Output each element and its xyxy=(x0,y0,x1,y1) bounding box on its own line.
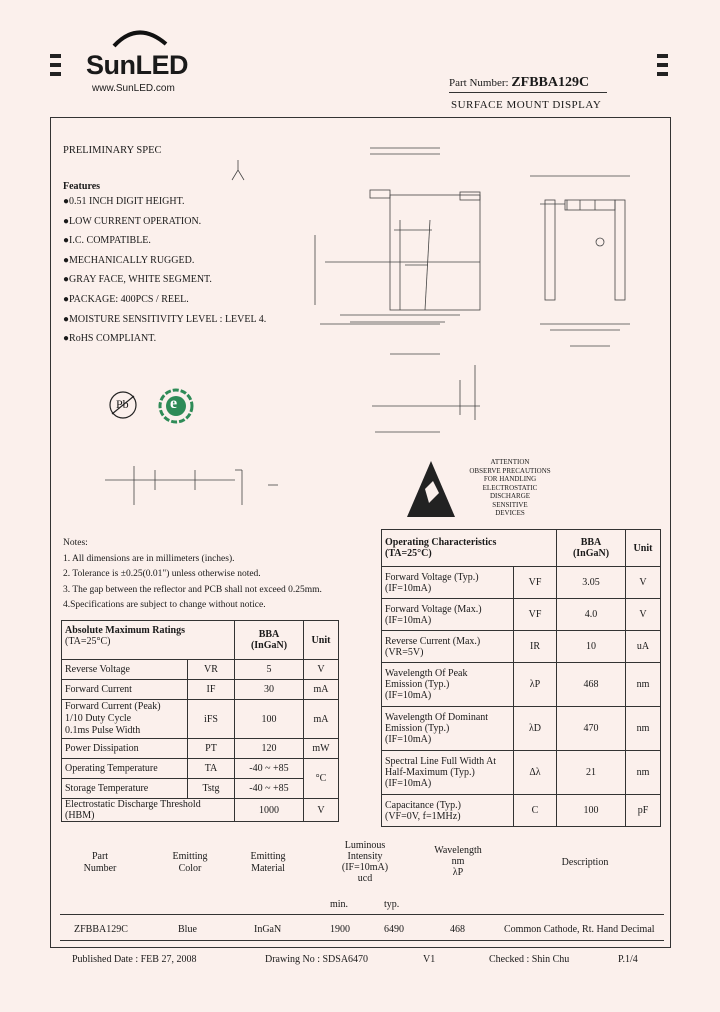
table-row xyxy=(382,663,661,707)
sym: VF xyxy=(514,567,557,599)
note-item: 1. All dimensions are in millimeters (inches). xyxy=(63,553,235,564)
val: 4.0 xyxy=(557,599,626,631)
row-color: Blue xyxy=(178,924,197,935)
hdr-line: nm xyxy=(451,856,465,867)
param-line: (VF=0V, f=1MHz) xyxy=(385,810,461,822)
website: www.SunLED.com xyxy=(92,83,175,94)
left-mark-3 xyxy=(50,72,61,76)
unit: mW xyxy=(304,739,339,759)
param: Reverse Voltage xyxy=(62,660,188,680)
attention-line: DISCHARGE xyxy=(489,492,531,500)
param-line: (IF=10mA) xyxy=(385,734,432,745)
note-item: 4.Specifications are subject to change without notice. xyxy=(63,600,266,610)
table-row xyxy=(62,680,339,700)
param-line: Wavelength Of Dominant xyxy=(385,712,489,723)
logo xyxy=(86,24,190,96)
hdr-line: ucd xyxy=(357,873,373,884)
param: Operating Temperature xyxy=(62,759,188,779)
unit: mA xyxy=(304,680,339,700)
param: 1/10 Duty Cycle xyxy=(65,713,132,724)
param: 0.1ms Pulse Width xyxy=(65,725,141,736)
table-row xyxy=(62,779,339,799)
param xyxy=(382,751,514,795)
hdr-line: Intensity xyxy=(347,851,383,862)
param-line: (IF=10mA) xyxy=(385,614,432,626)
table-row xyxy=(382,795,661,827)
param-line: Reverse Current (Max.) xyxy=(385,635,481,647)
sym: Δλ xyxy=(514,751,557,795)
col-unit: Unit xyxy=(626,530,661,567)
attention-line: OBSERVE PRECAUTIONS xyxy=(469,466,551,475)
param: Power Dissipation xyxy=(62,739,188,759)
hdr-line: Color xyxy=(178,863,202,874)
hdr-line: Luminous xyxy=(344,840,386,851)
attention-line: ELECTROSTATIC xyxy=(482,483,538,492)
note-item: 3. The gap between the reflector and PCB shall not exceed 0.25mm. xyxy=(63,584,322,595)
param-line: Capacitance (Typ.) xyxy=(385,799,461,811)
table-row xyxy=(382,707,661,751)
row-min: 1900 xyxy=(330,924,350,935)
val: 468 xyxy=(557,663,626,707)
unit: °C xyxy=(304,759,339,799)
val: 3.05 xyxy=(557,567,626,599)
left-mark-1 xyxy=(50,54,61,58)
param xyxy=(382,599,514,631)
op-bba-cell xyxy=(557,530,626,567)
header-rule xyxy=(449,92,607,93)
part-number-label: Part Number: xyxy=(449,77,509,89)
hdr-line: Number xyxy=(83,863,117,874)
param-line: (IF=10mA) xyxy=(385,582,432,594)
unit: V xyxy=(304,799,339,822)
row-part: ZFBBA129C xyxy=(74,924,128,935)
param xyxy=(382,707,514,751)
val: -40 ~ +85 xyxy=(235,779,304,799)
sym: IR xyxy=(514,631,557,663)
table-row xyxy=(382,751,661,795)
feature-item: ●PACKAGE: 400PCS / REEL. xyxy=(63,293,189,305)
sym: λP xyxy=(514,663,557,707)
drawing-no: Drawing No : SDSA6470 xyxy=(265,954,369,965)
attention-text xyxy=(465,458,555,518)
val: 30 xyxy=(235,680,304,700)
dimension-drawing xyxy=(60,140,660,525)
eco-text: e xyxy=(170,395,178,412)
unit: V xyxy=(626,599,661,631)
table-row xyxy=(382,599,661,631)
sym: VF xyxy=(514,599,557,631)
right-mark-2 xyxy=(657,63,668,67)
feature-item: ●MECHANICALLY RUGGED. xyxy=(63,254,195,266)
param-line: Forward Voltage (Max.) xyxy=(385,603,482,615)
unit: mA xyxy=(304,700,339,739)
table-row xyxy=(62,700,339,739)
hdr-material xyxy=(238,851,298,875)
left-mark-2 xyxy=(50,63,61,67)
sym: VR xyxy=(188,660,235,680)
brand-name: SunLED xyxy=(86,50,188,80)
param xyxy=(382,631,514,663)
checked-by: Checked : Shin Chu xyxy=(489,954,570,965)
hdr-intensity xyxy=(330,840,400,884)
op-title: Operating Characteristics xyxy=(385,537,497,548)
param-line: (VR=5V) xyxy=(385,646,424,658)
sym: C xyxy=(514,795,557,827)
hdr-line: Wavelength xyxy=(434,845,482,856)
val: 5 xyxy=(235,660,304,680)
feature-item: ●GRAY FACE, WHITE SEGMENT. xyxy=(63,274,212,286)
unit: nm xyxy=(626,663,661,707)
hdr-description: Description xyxy=(561,857,609,868)
param-line: (IF=10mA) xyxy=(385,778,432,789)
part-table-rule-top xyxy=(60,914,664,915)
val: 470 xyxy=(557,707,626,751)
param-line: Forward Voltage (Typ.) xyxy=(385,571,479,583)
right-mark-3 xyxy=(657,72,668,76)
row-description: Common Cathode, Rt. Hand Decimal xyxy=(504,924,655,935)
param-multiline xyxy=(62,700,188,739)
val: 1000 xyxy=(235,799,304,822)
feature-item: ●RoHS COMPLIANT. xyxy=(63,333,157,345)
param-line: (IF=10mA) xyxy=(385,690,432,701)
feature-item: ●I.C. COMPATIBLE. xyxy=(63,235,151,247)
hdr-part xyxy=(70,851,130,875)
val: -40 ~ +85 xyxy=(235,759,304,779)
val: 120 xyxy=(235,739,304,759)
row-material: InGaN xyxy=(254,924,282,935)
col-ingan: (InGaN) xyxy=(572,548,610,559)
param: Forward Current xyxy=(62,680,188,700)
param xyxy=(382,795,514,827)
hdr-line: Emitting xyxy=(250,851,286,862)
notes-title: Notes: xyxy=(63,538,88,548)
notes xyxy=(63,536,322,614)
param: Forward Current (Peak) xyxy=(65,701,161,712)
part-number: ZFBBA129C xyxy=(511,75,590,90)
hdr-line: λP xyxy=(452,867,464,878)
unit: V xyxy=(626,567,661,599)
param-line: Spectral Line Full Width At xyxy=(385,756,497,767)
feature-item: ●0.51 INCH DIGIT HEIGHT. xyxy=(63,196,185,207)
spec-title: PRELIMINARY SPEC xyxy=(63,145,162,156)
abs-max-title-cell xyxy=(62,621,235,660)
attention-line: DEVICES xyxy=(495,509,525,517)
param xyxy=(382,567,514,599)
table-header xyxy=(382,530,661,567)
val: 21 xyxy=(557,751,626,795)
attention-line: FOR HANDLING xyxy=(483,475,537,483)
sym: λD xyxy=(514,707,557,751)
val: 100 xyxy=(557,795,626,827)
row-wavelength: 468 xyxy=(450,924,465,935)
unit: nm xyxy=(626,751,661,795)
param: Electrostatic Discharge Threshold (HBM) xyxy=(62,799,235,822)
table-row xyxy=(382,631,661,663)
col-bba: BBA xyxy=(580,537,602,548)
sym: Tstg xyxy=(188,779,235,799)
attention-line: ATTENTION xyxy=(490,458,530,466)
table-row xyxy=(62,759,339,779)
param: Storage Temperature xyxy=(62,779,188,799)
table-row xyxy=(382,567,661,599)
sym: PT xyxy=(188,739,235,759)
hdr-line: (IF=10mA) xyxy=(341,862,389,873)
hdr-color xyxy=(160,851,220,875)
col-bba: BBA xyxy=(258,629,280,640)
col-ingan: (InGaN) xyxy=(250,640,288,651)
note-item: 2. Tolerance is ±0.25(0.01") unless otherwise noted. xyxy=(63,569,261,579)
hdr-line: Material xyxy=(251,863,285,874)
op-condition: (TA=25°C) xyxy=(385,548,432,559)
op-char-table xyxy=(381,529,661,827)
abs-max-condition: (TA=25°C) xyxy=(65,636,111,647)
sub-min: min. xyxy=(330,899,349,910)
sym: IF xyxy=(188,680,235,700)
abs-max-table xyxy=(61,620,339,822)
val: 10 xyxy=(557,631,626,663)
page-number: P.1/4 xyxy=(618,954,638,965)
feature-item: ●MOISTURE SENSITIVITY LEVEL : LEVEL 4. xyxy=(63,313,267,325)
hdr-wavelength xyxy=(426,845,490,878)
esd-warning-icon xyxy=(405,459,457,521)
abs-max-bba-cell xyxy=(235,621,304,660)
part-table-rule-bottom xyxy=(60,940,664,941)
unit: uA xyxy=(626,631,661,663)
op-title-cell xyxy=(382,530,557,567)
right-mark-1 xyxy=(657,54,668,58)
table-row xyxy=(62,660,339,680)
feature-item: ●LOW CURRENT OPERATION. xyxy=(63,215,202,227)
hdr-line: Emitting xyxy=(172,851,208,862)
sym: iFS xyxy=(188,700,235,739)
abs-max-title: Absolute Maximum Ratings xyxy=(65,625,186,636)
unit: nm xyxy=(626,707,661,751)
attention-line: SENSITIVE xyxy=(492,500,528,509)
param-line: Wavelength Of Peak xyxy=(385,668,468,679)
published-date: Published Date : FEB 27, 2008 xyxy=(72,954,197,965)
table-row xyxy=(62,799,339,822)
product-type: SURFACE MOUNT DISPLAY xyxy=(451,99,602,111)
version: V1 xyxy=(423,954,436,965)
pb-text: Pb xyxy=(116,397,129,411)
unit: V xyxy=(304,660,339,680)
unit: pF xyxy=(626,795,661,827)
hdr-line: Part xyxy=(91,851,109,862)
param-line: Emission (Typ.) xyxy=(385,723,450,734)
part-number-row xyxy=(449,75,589,91)
param xyxy=(382,663,514,707)
table-header xyxy=(62,621,339,660)
sym: TA xyxy=(188,759,235,779)
table-row xyxy=(62,739,339,759)
sub-typ: typ. xyxy=(384,899,400,910)
row-typ: 6490 xyxy=(384,924,404,935)
val: 100 xyxy=(235,700,304,739)
param-line: Emission (Typ.) xyxy=(385,679,450,690)
col-unit: Unit xyxy=(304,621,339,660)
param-line: Half-Maximum (Typ.) xyxy=(385,767,475,778)
mark-icon xyxy=(232,160,244,180)
features-title: Features xyxy=(63,181,101,192)
